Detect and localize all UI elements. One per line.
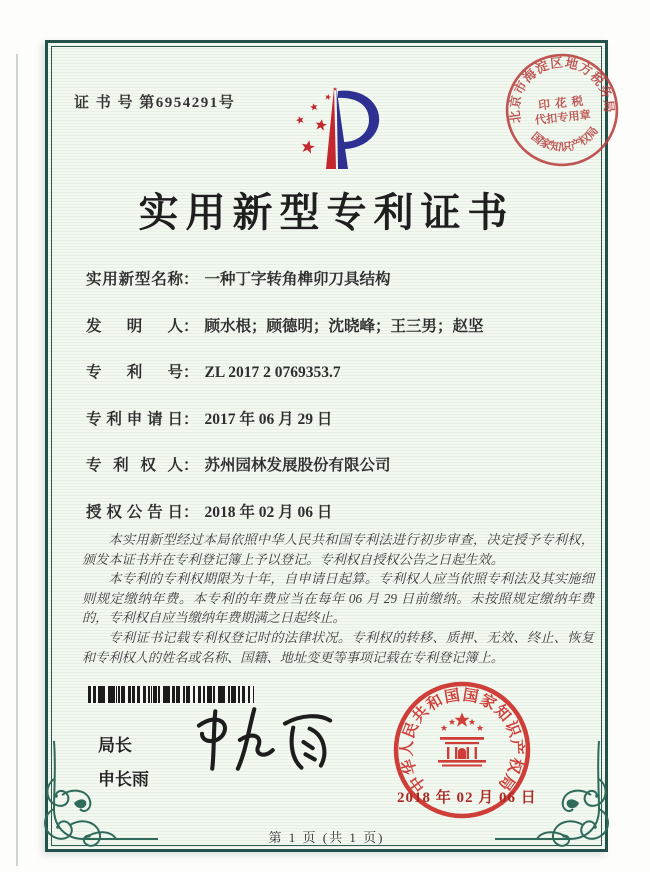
field-colon: ：	[183, 457, 199, 474]
field-colon: ：	[183, 503, 199, 521]
field-row	[86, 267, 576, 287]
fields-section	[86, 267, 576, 546]
cnipa-logo-icon	[288, 85, 383, 173]
field-colon: ：	[183, 317, 199, 335]
certificate-number: 证 书 号 第6954291号	[74, 95, 236, 111]
field-value: ZL 2017 2 0769353.7	[204, 364, 341, 381]
field-value: 2018 年 02 月 06 日	[204, 503, 333, 521]
svg-text:国家知识产权局: 国家知识产权局	[528, 124, 601, 155]
certificate-title: 实用新型专利证书	[138, 190, 515, 235]
body-paragraph: 本专利的专利权期限为十年，自申请日起算。专利权人应当依照专利法及其实施细则规定缴纳年费。本专利的年费应当在每年 06 月 29 日前缴纳。未按照规定缴纳年费的，专利权自应当缴纳年费期满之日起终止。	[82, 571, 594, 626]
field-label: 发明人	[86, 317, 183, 335]
field-row	[86, 453, 576, 473]
svg-text:印 花 税: 印 花 税	[537, 94, 585, 113]
field-row	[86, 407, 576, 427]
field-value: 2017 年 06 月 29 日	[204, 410, 333, 428]
certificate-page	[45, 40, 617, 852]
field-colon: ：	[183, 271, 199, 288]
field-colon: ：	[183, 364, 199, 381]
field-value: 苏州园林发展股份有限公司	[204, 457, 391, 474]
field-value: 顾水根；顾德明；沈晓峰；王三男；赵坚	[204, 317, 484, 335]
legal-text	[82, 530, 594, 667]
field-label: 专利申请日	[86, 410, 183, 428]
tax-stamp-seal	[495, 43, 629, 177]
corner-flourish-icon	[40, 739, 158, 851]
field-label: 授权公告日	[86, 503, 183, 521]
officer-title: 局长	[98, 736, 132, 755]
officer-name: 申长雨	[98, 770, 149, 789]
field-row	[86, 314, 576, 334]
page-number: 第 1 页 (共 1 页)	[268, 830, 385, 845]
director-signature	[186, 701, 341, 783]
field-label: 实用新型名称	[86, 271, 183, 288]
body-paragraph: 本实用新型经过本局依照中华人民共和国专利法进行初步审查，决定授予专利权，颁发本证书并在专利登记簿上予以登记。专利权自授权公告之日起生效。	[82, 532, 594, 567]
national-emblem-icon	[438, 713, 486, 767]
svg-text:北京市海淀区地方税务局: 北京市海淀区地方税务局	[507, 55, 617, 125]
svg-text:中华人民共和国国家知识产权局: 中华人民共和国国家知识产权局	[398, 686, 526, 795]
field-label: 专利权人	[86, 457, 183, 474]
seal-date: 2018 年 02 月 06 日	[397, 790, 537, 806]
field-row	[86, 500, 576, 520]
svg-text:代扣专用章: 代扣专用章	[534, 109, 592, 128]
field-value: 一种丁字转角榫卯刀具结构	[204, 271, 391, 288]
body-paragraph: 专利证书记载专利权登记时的法律状况。专利权的转移、质押、无效、终止、恢复和专利权人的姓名或名称、国籍、地址变更等事项记载在专利登记簿上。	[82, 629, 594, 665]
field-label: 专利号	[86, 364, 183, 381]
field-row	[86, 360, 576, 380]
scan-edge-line	[16, 54, 18, 866]
field-colon: ：	[183, 410, 199, 428]
